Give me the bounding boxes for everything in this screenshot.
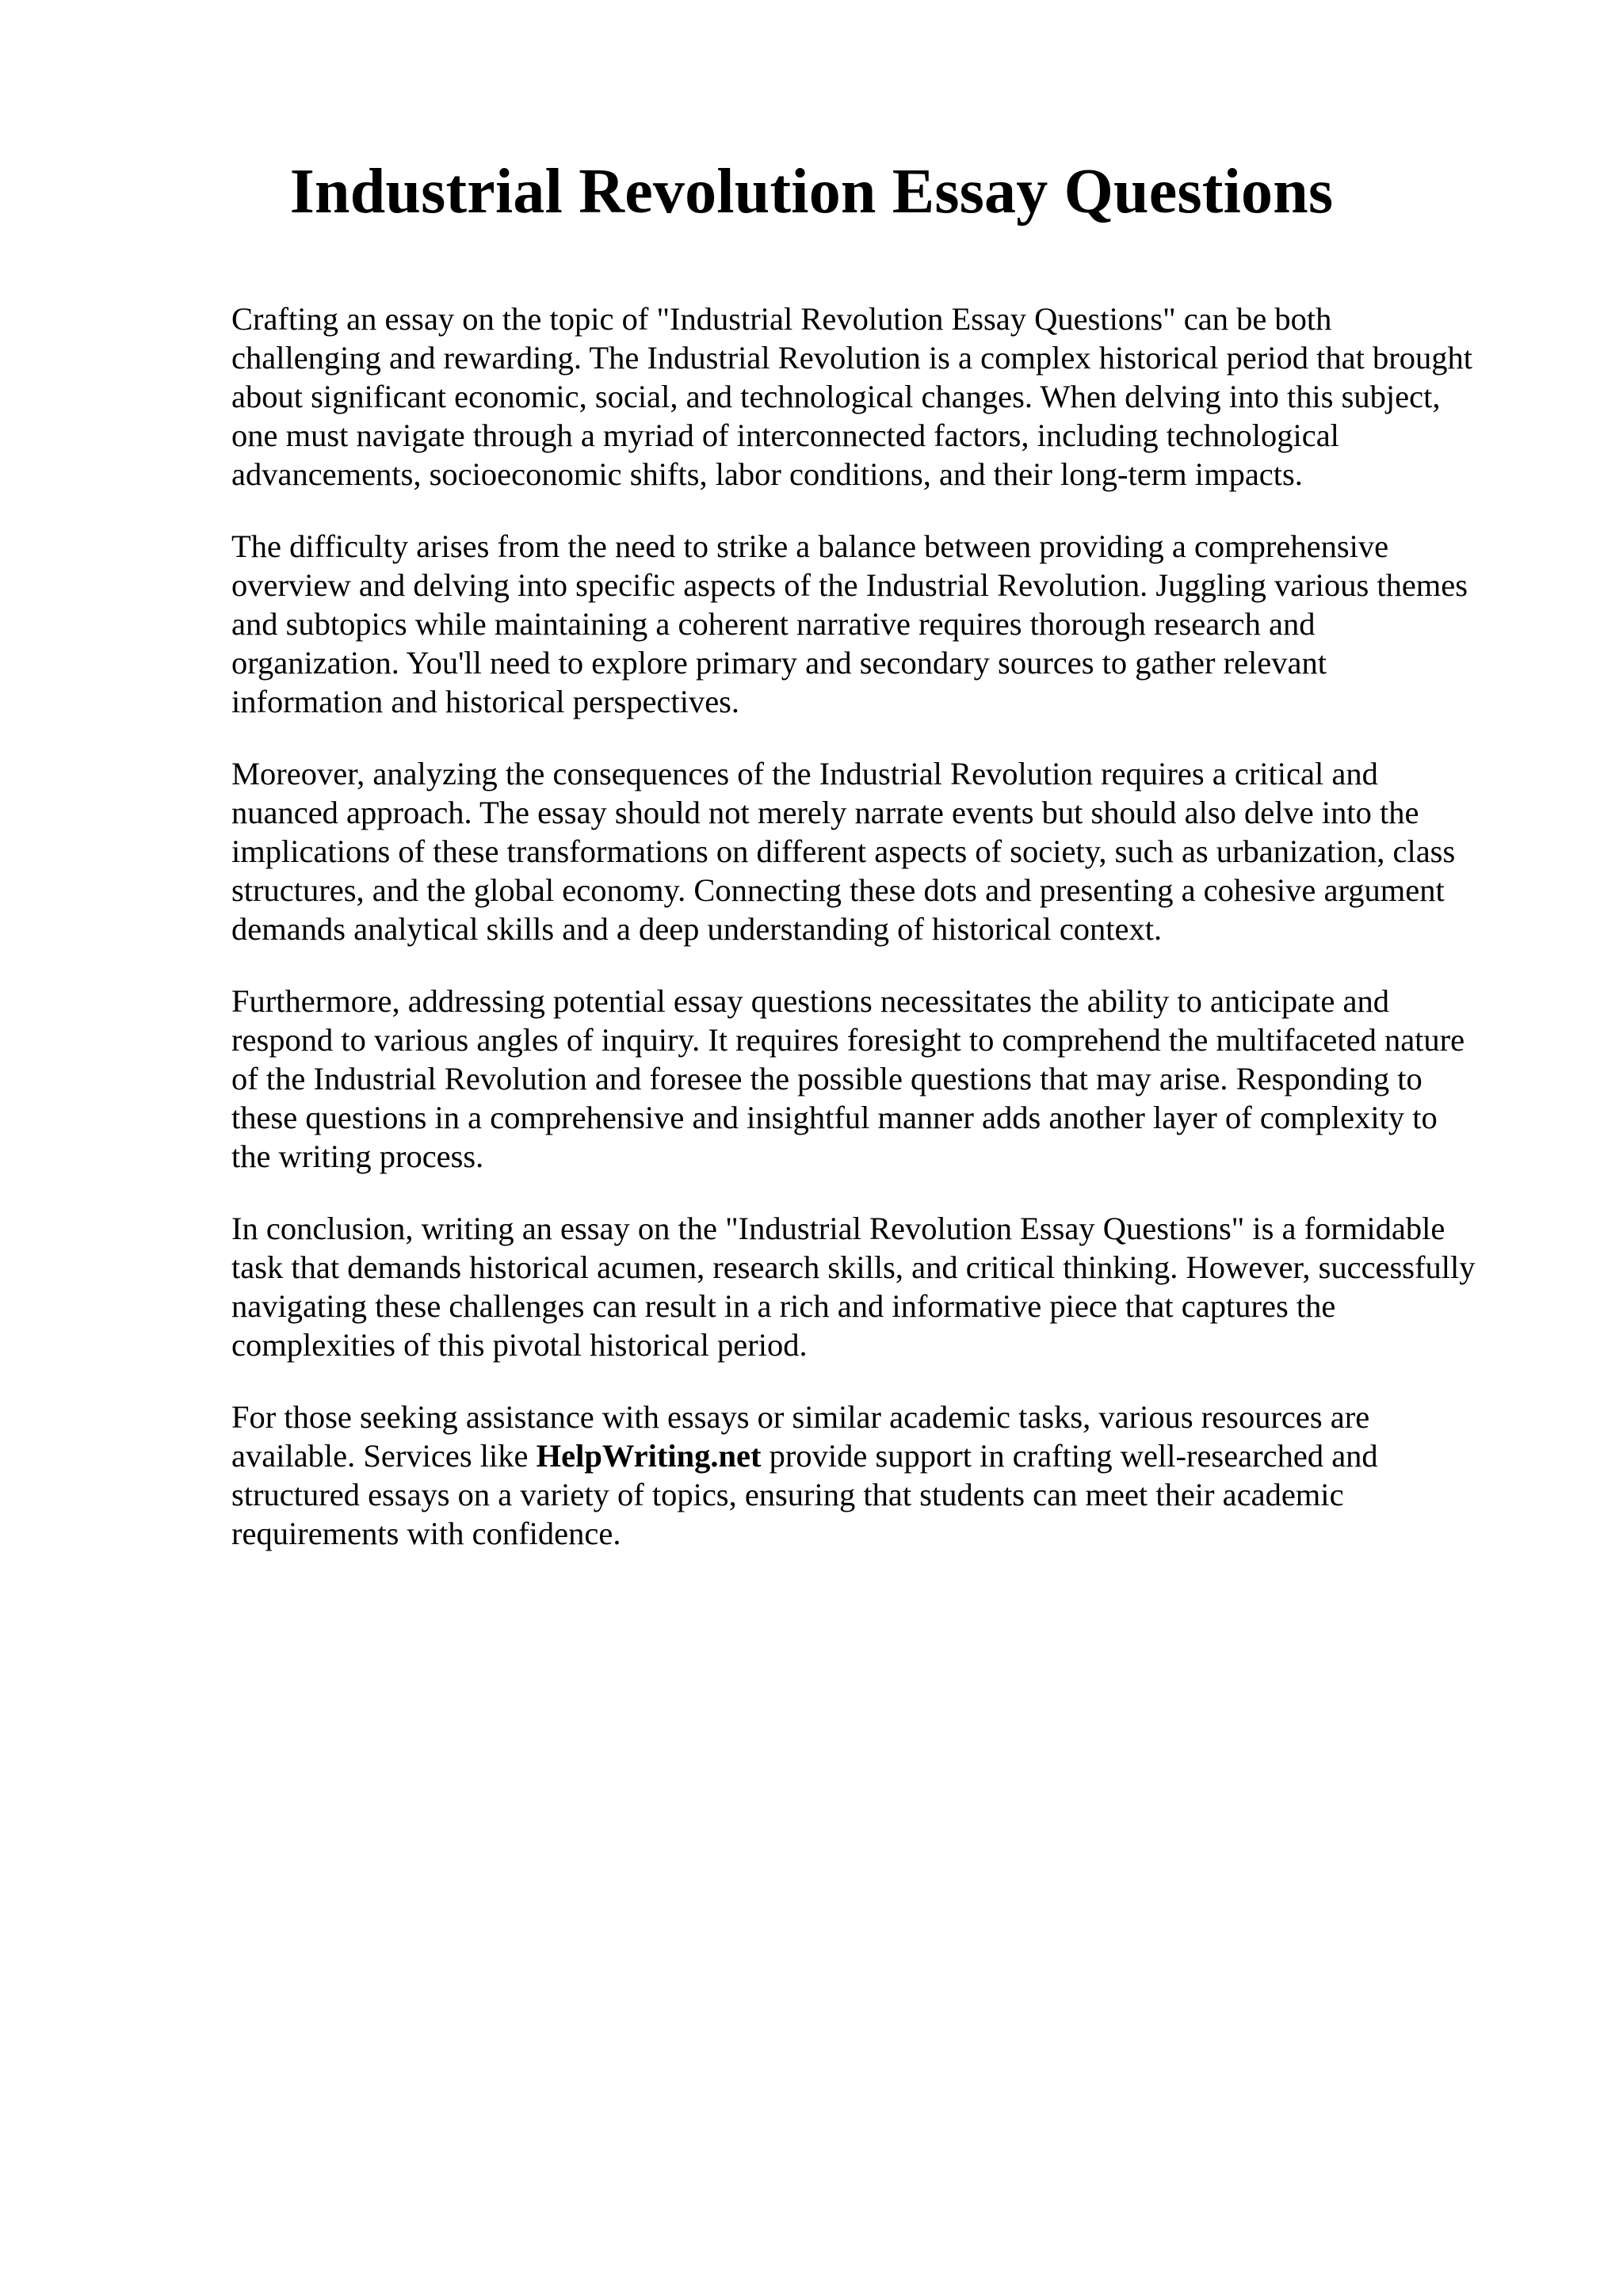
text-line: task that demands historical acumen, research skills, and critical thinking. However, successfully [231, 1249, 1476, 1285]
text-line: these questions in a comprehensive and insightful manner adds another layer of complexity to [231, 1100, 1438, 1135]
text-line: advancements, socioeconomic shifts, labor conditions, and their long-term impacts. [231, 456, 1303, 492]
paragraph-consequences [231, 754, 1531, 948]
text-line: Moreover, analyzing the consequences of the Industrial Revolution requires a critical and [231, 756, 1378, 791]
text-line: of the Industrial Revolution and foresee the possible questions that may arise. Responding to [231, 1061, 1423, 1097]
text-line: respond to various angles of inquiry. It requires foresight to comprehend the multifaceted nature [231, 1022, 1465, 1058]
helpwriting-link[interactable]: HelpWriting.net [536, 1438, 762, 1474]
text-line: the writing process. [231, 1138, 484, 1174]
text-line: challenging and rewarding. The Industrial Revolution is a complex historical period that brought [231, 340, 1472, 376]
text-line: Crafting an essay on the topic of "Industrial Revolution Essay Questions" can be both [231, 301, 1332, 337]
text-line: implications of these transformations on different aspects of society, such as urbanization, class [231, 833, 1456, 869]
text-line: structured essays on a variety of topics, ensuring that students can meet their academic [231, 1477, 1344, 1512]
text-line: requirements with confidence. [231, 1516, 621, 1551]
text-line: organization. You'll need to explore primary and secondary sources to gather relevant [231, 645, 1327, 681]
text-line: structures, and the global economy. Connecting these dots and presenting a cohesive argument [231, 872, 1445, 908]
text-line: one must navigate through a myriad of interconnected factors, including technological [231, 418, 1339, 453]
text-line: complexities of this pivotal historical period. [231, 1327, 808, 1363]
text-line: information and historical perspectives. [231, 684, 740, 719]
text-line: The difficulty arises from the need to strike a balance between providing a comprehensive [231, 528, 1389, 564]
text-segment: available. Services like [231, 1438, 537, 1474]
paragraph-questions [231, 982, 1531, 1176]
text-line: nuanced approach. The essay should not merely narrate events but should also delve into the [231, 795, 1419, 830]
text-line: In conclusion, writing an essay on the "Industrial Revolution Essay Questions" is a formidable [231, 1211, 1445, 1246]
text-line: and subtopics while maintaining a coherent narrative requires thorough research and [231, 606, 1316, 642]
text-line-with-link [231, 1436, 1531, 1475]
text-line: For those seeking assistance with essays or similar academic tasks, various resources are [231, 1399, 1370, 1435]
document-title: Industrial Revolution Essay Questions [289, 157, 1334, 227]
paragraph-conclusion [231, 1209, 1531, 1364]
text-segment: provide support in crafting well-researched and [761, 1438, 1378, 1474]
text-line: about significant economic, social, and technological changes. When delving into this subject, [231, 379, 1441, 414]
paragraph-assistance [231, 1398, 1531, 1553]
text-line: navigating these challenges can result in a rich and informative piece that captures the [231, 1288, 1336, 1324]
text-line: demands analytical skills and a deep understanding of historical context. [231, 911, 1163, 947]
document-body [231, 299, 1531, 1586]
text-line: Furthermore, addressing potential essay questions necessitates the ability to anticipate and [231, 983, 1389, 1019]
paragraph-difficulty [231, 527, 1531, 721]
paragraph-intro [231, 299, 1531, 494]
text-line: overview and delving into specific aspects of the Industrial Revolution. Juggling various themes [231, 567, 1468, 603]
